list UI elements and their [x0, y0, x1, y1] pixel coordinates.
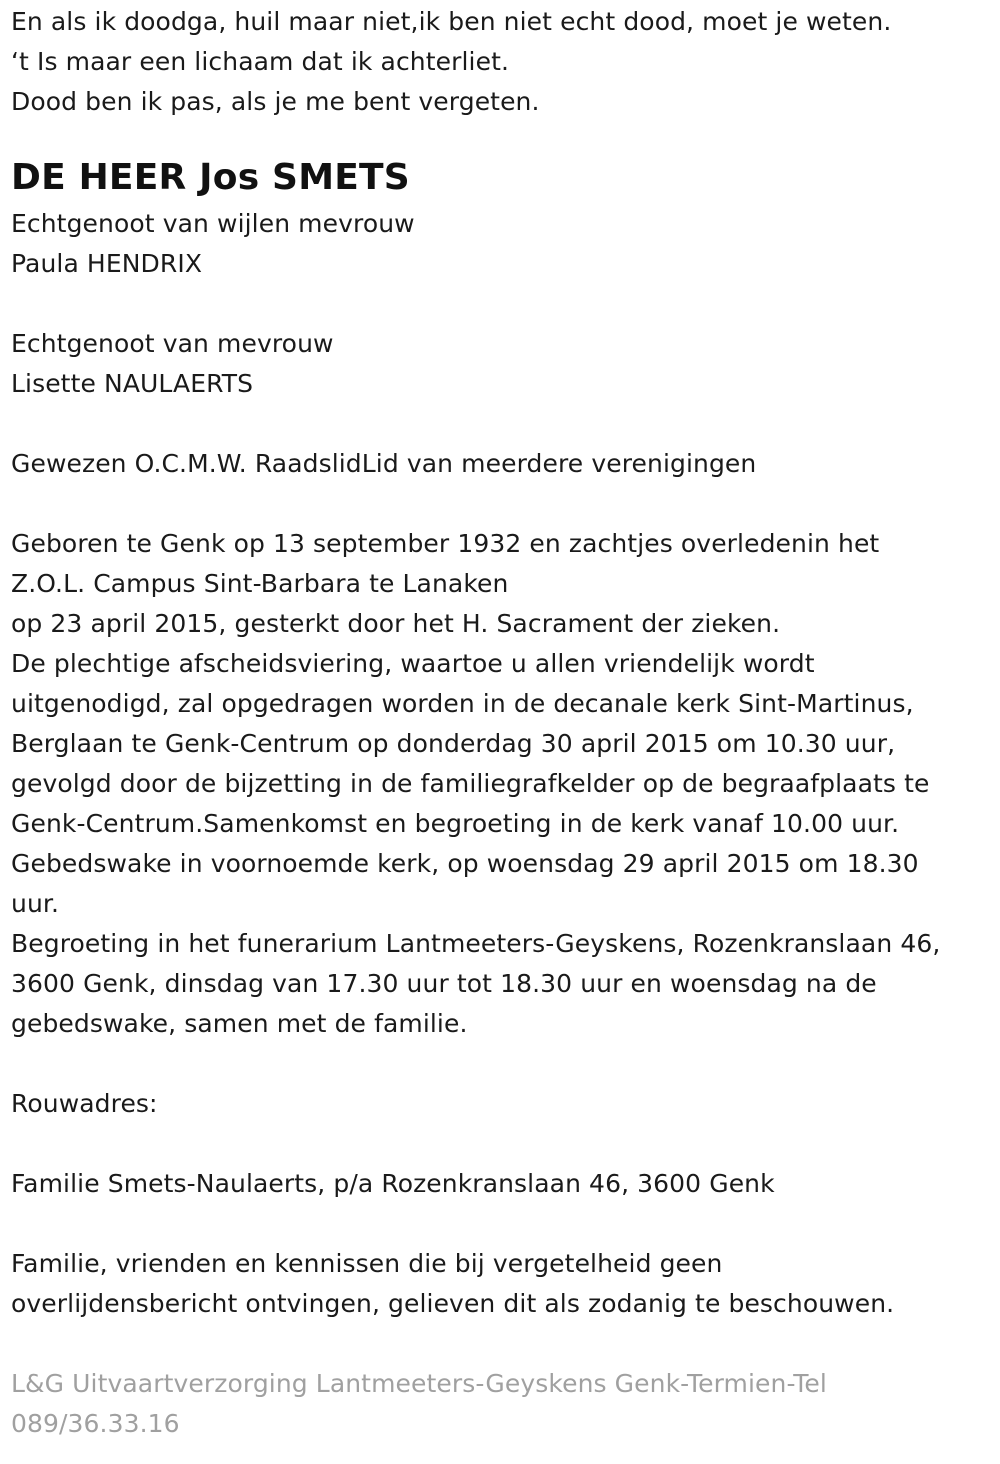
poem-line: Dood ben ik pas, als je me bent vergeten. — [11, 87, 540, 116]
details-line: Geboren te Genk op 13 september 1932 en zachtjes overledenin het — [11, 529, 880, 558]
details-line: uur. — [11, 889, 60, 918]
spacer — [11, 484, 991, 524]
details-line: De plechtige afscheidsviering, waartoe u allen vriendelijk wordt — [11, 649, 815, 678]
poem-line: ‘t Is maar een lichaam dat ik achterliet. — [11, 47, 510, 76]
address-text: Familie Smets-Naulaerts, p/a Rozenkranslaan 46, 3600 Genk — [11, 1169, 775, 1198]
details-line: 3600 Genk, dinsdag van 17.30 uur tot 18.30 uur en woensdag na de — [11, 969, 877, 998]
spacer — [11, 284, 991, 324]
spouse-block — [11, 324, 991, 404]
poem — [11, 2, 991, 122]
spouse-label: Echtgenoot van mevrouw — [11, 329, 334, 358]
details-line: gevolgd door de bijzetting in de familiegrafkelder op de begraafplaats te — [11, 769, 930, 798]
details-line: Berglaan te Genk-Centrum op donderdag 30 april 2015 om 10.30 uur, — [11, 729, 896, 758]
spouse-late-name: Paula HENDRIX — [11, 249, 203, 278]
footer-line: L&G Uitvaartverzorging Lantmeeters-Geyskens Genk-Termien-Tel — [11, 1369, 827, 1398]
details-line: Genk-Centrum.Samenkomst en begroeting in de kerk vanaf 10.00 uur. — [11, 809, 900, 838]
spacer — [11, 404, 991, 444]
notice-line: overlijdensbericht ontvingen, gelieven dit als zodanig te beschouwen. — [11, 1289, 895, 1318]
spacer — [11, 1324, 991, 1364]
details-line: Begroeting in het funerarium Lantmeeters-Geyskens, Rozenkranslaan 46, — [11, 929, 941, 958]
spacer — [11, 1044, 991, 1084]
spacer — [11, 1204, 991, 1244]
roles-text: Gewezen O.C.M.W. RaadslidLid van meerdere verenigingen — [11, 449, 757, 478]
details-line: uitgenodigd, zal opgedragen worden in de decanale kerk Sint-Martinus, — [11, 689, 914, 718]
details-block — [11, 524, 991, 1044]
spouse-late-block — [11, 204, 991, 284]
funeral-home-footer — [11, 1364, 991, 1444]
notice-line: Familie, vrienden en kennissen die bij vergetelheid geen — [11, 1249, 723, 1278]
spacer — [11, 1124, 991, 1164]
footer-line: 089/36.33.16 — [11, 1409, 180, 1438]
poem-line: En als ik doodga, huil maar niet,ik ben niet echt dood, moet je weten. — [11, 7, 892, 36]
spouse-late-label: Echtgenoot van wijlen mevrouw — [11, 209, 415, 238]
details-line: op 23 april 2015, gesterkt door het H. Sacrament der zieken. — [11, 609, 781, 638]
details-line: Gebedswake in voornoemde kerk, op woensdag 29 april 2015 om 18.30 — [11, 849, 919, 878]
spouse-name: Lisette NAULAERTS — [11, 369, 254, 398]
obituary-notice — [11, 2, 991, 1444]
address-label: Rouwadres: — [11, 1089, 158, 1118]
notice-block — [11, 1244, 991, 1324]
deceased-name-title: DE HEER Jos SMETS — [11, 157, 410, 198]
details-line: Z.O.L. Campus Sint-Barbara te Lanaken — [11, 569, 509, 598]
details-line: gebedswake, samen met de familie. — [11, 1009, 468, 1038]
